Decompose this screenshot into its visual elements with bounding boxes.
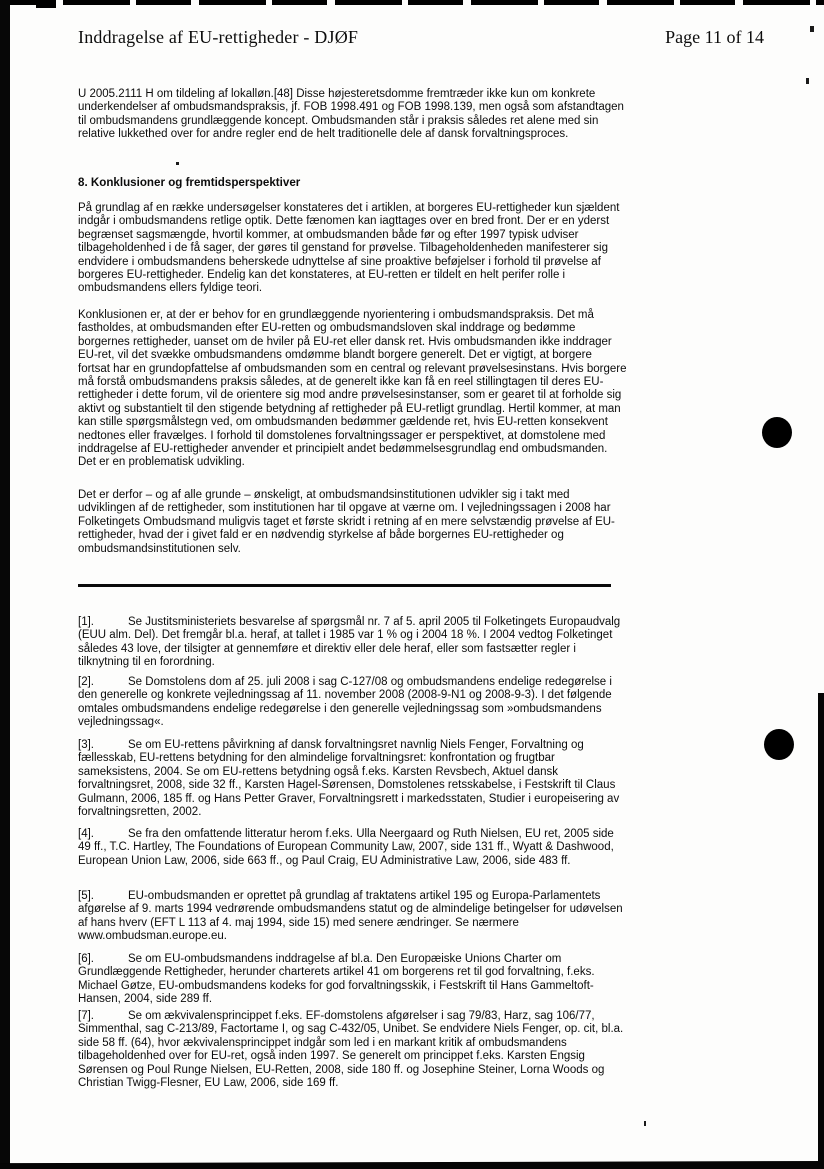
footnote-number: [4]. <box>78 828 94 840</box>
body-paragraph: Det er derfor – og af alle grunde – ønskeligt, at ombudsmandsinstitutionen udvikler sig i takt med udviklingen af de rettigheder, som institutionen har til opgave at værne om. I vejledningssagen i 2008 har Folketingets Ombudsmand muligvis taget et første skridt i retning af en mere selvstændig prøvelse af EU-rettigheder, hvad der i givet fald er en nødvendig styrkelse af både borgernes EU-rettigheder og ombudsmandsinstitutionen selv. <box>78 489 615 555</box>
scan-top-edge-artifact <box>0 0 824 5</box>
footnote-text: Se Domstolens dom af 25. juli 2008 i sag C-127/08 og ombudsmandens endelige redegørelse i den generelle og konkrete vejledningssag af 11. november 2008 (2008-9-N1 og 2008-9-3). I det følgende omtales ombudsmandens endelige redegørelse i den generelle vejledningssag som »ombudsmandens vejledningssag«. <box>78 676 612 729</box>
footnote-text: Se Justitsministeriets besvarelse af spørgsmål nr. 7 af 5. april 2005 til Folketingets Europaudvalg (EUU alm. Del). Det fremgår bl.a. heraf, at tallet i 1985 var 1 % og i 2004 18 %. I 2004 vedtog Folketinget således 43 love, der tilsigter at gennemføre et direktiv eller dele heraf, eller som fastsætter regler i tilknytning til en forordning. <box>78 616 621 669</box>
footnote <box>78 890 627 944</box>
footnote-text: Se om ækvivalensprincippet f.eks. EF-domstolens afgørelser i sag 79/83, Harz, sag 106/77, Simmenthal, sag C-213/89, Factortame I, og sag C-432/05, Unibet. Se endvidere Niels Fenger, op. cit, bl.a. side 58 ff. (64), hvor ækvivalensprincippet indgår som led i en markant kritik af ombudsmandens tilbageholdenhed over for EU-ret, også inden 1997. Se generelt om princippet f.eks. Karsten Engsig Sørensen og Poul Runge Nielsen, EU-Retten, 2008, side 180 ff. og Josephine Steiner, Lorna Woods og Christian Twigg-Flesner, EU Law, 2006, side 169 ff. <box>78 1010 624 1090</box>
footnote-text: EU-ombudsmanden er oprettet på grundlag af traktatens artikel 195 og Europa-Parlamentets afgørelse af 9. marts 1994 vedrørende ombudsmandens statut og de almindelige betingelser for udøvelsen af hans hverv (EFT L 113 af 4. maj 1994, side 15) med senere ændringer. Se nærmere www.ombudsman.europe.eu. <box>78 890 623 943</box>
page-indicator: Page 11 of 14 <box>665 27 764 47</box>
scan-left-edge-artifact <box>0 0 10 1169</box>
intro-paragraph: U 2005.2111 H om tildeling af lokalløn.[48] Disse højesteretsdomme fremtræder ikke kun om konkrete underkendelser af ombudsmandspraksis, jf. FOB 1998.491 og FOB 1998.139, men også som afstandtagen til ombudsmandens grundlæggende koncept. Ombudsmanden står i praksis således ret alene med sin relative lukkethed over for andre regler end de helt traditionelle dele af dansk forvaltningsproces. <box>78 88 624 141</box>
footnote <box>78 1010 627 1090</box>
footnote-number: [5]. <box>78 890 94 902</box>
body-paragraph: Konklusionen er, at der er behov for en grundlæggende nyorientering i ombudsmandspraksis. Det må fastholdes, at ombudsmanden efter EU-retten og ombudsmandsloven skal inddrage og bedømme borgernes rettigheder, uanset om de hviler på EU-ret eller dansk ret. Hvis ombudsmanden ikke inddrager EU-ret, vil det svække ombudsmandens omdømme blandt borgere generelt. Det er vigtigt, at borgere fortsat har en grundopfattelse af ombudsmanden som en central og relevant prøvelsesinstans. Hvis borgere må forstå ombudsmandens praksis således, at de generelt ikke kan få en reel stillingtagen til deres EU-rettigheder i dette forum, vil de orientere sig mod andre prøvelsesinstanser, som er gearet til at forholde sig aktivt og substantielt til den stigende betydning af rettigheder på EU-retligt grundlag. Hertil kommer, at man kan stille spørgsmålstegn ved, om ombudsmanden bedømmer gældende ret, hvis EU-retten konsekvent nedtones eller fravælges. I forhold til domstolenes forvaltningssager er perspektivet, at domstolene med inddragelse af EU-rettigheder anvender et principielt andet bedømmelsesgrundlag end ombudsmanden. Det er en problematisk udvikling. <box>78 309 627 469</box>
footnote-number: [7]. <box>78 1010 94 1022</box>
scan-right-edge-artifact <box>818 693 824 1169</box>
body-paragraph: På grundlag af en række undersøgelser konstateres det i artiklen, at borgeres EU-rettigheder kun sjældent indgår i ombudsmandens retlige optik. Dette fænomen kan iagttages over en bred front. Der er en yderst begrænset sagsmængde, hvortil kommer, at ombudsmanden både før og efter 1997 typisk udviser tilbageholdenhed i de få sager, der gøres til genstand for prøvelse. Tilbageholdenheden manifesterer sig endvidere i ombudsmandens beherskede udnyttelse af sine proaktive beføjelser i forhold til prøvelse af borgeres EU-rettigheder. Endelig kan det konstateres, at EU-retten er tildelt en helt perifer rolle i ombudsmandens ellers fyldige teori. <box>78 202 620 295</box>
footnote-number: [1]. <box>78 616 94 628</box>
footnote-separator-rule <box>78 584 611 587</box>
scan-speck <box>806 78 809 84</box>
footnote <box>78 739 627 819</box>
footnote <box>78 676 627 730</box>
scan-speck <box>644 1121 646 1126</box>
scan-bottom-edge-artifact <box>0 1161 824 1169</box>
binder-hole-mark <box>762 417 792 448</box>
scan-speck <box>176 162 179 165</box>
document-title: Inddragelse af EU-rettigheder - DJØF <box>78 27 359 47</box>
scan-corner-mark <box>36 0 56 8</box>
footnote <box>78 616 627 670</box>
footnote <box>78 953 627 1007</box>
scan-speck <box>810 26 814 32</box>
footnote-number: [6]. <box>78 953 94 965</box>
footnote-number: [3]. <box>78 739 94 751</box>
footnote-text: Se om EU-ombudsmandens inddragelse af bl.a. Den Europæiske Unions Charter om Grundlæggende Rettigheder, herunder charterets artikel 41 om borgerens ret til god forvaltning, f.eks. Michael Gøtze, EU-ombudsmandens kodeks for god forvaltningsskik, i Festskrift til Hans Gammeltoft-Hansen, 2004, side 289 ff. <box>78 953 595 1006</box>
section-heading: 8. Konklusioner og fremtidsperspektiver <box>78 176 301 189</box>
footnote <box>78 828 627 868</box>
footnote-text: Se om EU-rettens påvirkning af dansk forvaltningsret navnlig Niels Fenger, Forvaltning og fællesskab, EU-rettens betydning for den almindelige forvaltningsret: konfrontation og frugtbar sameksistens, 2004. Se om EU-rettens betydning også f.eks. Karsten Revsbech, Aktuel dansk forvaltningsret, 2008, side 32 ff., Karsten Hagel-Sørensen, Domstolenes retsskabelse, i Festskrift til Claus Gulmann, 2006, 185 ff. og Hans Petter Graver, Forvaltningsrett i markedsstaten, Studier i europeisering av forvaltningsretten, 2002. <box>78 739 620 819</box>
footnote-text: Se fra den omfattende litteratur herom f.eks. Ulla Neergaard og Ruth Nielsen, EU ret, 2005 side 49 ff., T.C. Hartley, The Foundations of European Community Law, 2007, side 131 ff., Wyatt & Dashwood, European Union Law, 2006, side 663 ff., og Paul Craig, EU Administrative Law, 2006, side 483 ff. <box>78 828 614 867</box>
footnote-number: [2]. <box>78 676 94 688</box>
binder-hole-mark <box>764 729 794 760</box>
